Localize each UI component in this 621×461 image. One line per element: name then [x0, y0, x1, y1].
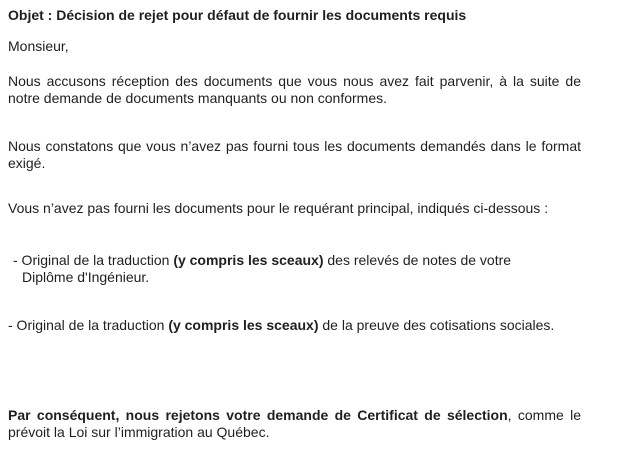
- paragraph-constat: [8, 138, 581, 172]
- paragraph-line: Nous constatons que vous n’avez pas fourni tous les documents demandés dans le format: [8, 138, 581, 154]
- list-item-traduction-cotisations: [8, 317, 581, 334]
- paragraph-line: exigé.: [8, 155, 46, 171]
- subject-line: Objet : Décision de rejet pour défaut de fournir les documents requis: [8, 7, 467, 23]
- list-item-bold-text: (y compris les sceaux): [173, 252, 324, 268]
- paragraph-line: notre demande de documents manquants ou non conformes.: [8, 90, 388, 106]
- paragraph-line: prévoit la Loi sur l’immigration au Québec.: [8, 424, 270, 440]
- closing-bold-text: Par conséquent, nous rejetons votre demande de Certificat de sélection: [8, 407, 508, 423]
- list-item-bold-text: (y compris les sceaux): [168, 317, 319, 333]
- paragraph-accuse-reception: [8, 73, 581, 107]
- paragraph-decision-rejet: [8, 407, 581, 441]
- list-item-line: Diplôme d'Ingénieur.: [22, 269, 150, 285]
- closing-regular-text: , comme le: [507, 407, 581, 423]
- list-item-text: des relevés de notes de votre: [323, 252, 512, 268]
- list-item-text: de la preuve des cotisations sociales.: [318, 317, 555, 333]
- list-item-text: - Original de la traduction: [8, 317, 169, 333]
- paragraph-intro-liste: Vous n’avez pas fourni les documents pour le requérant principal, indiqués ci-dessous :: [8, 200, 549, 216]
- list-item-line: [13, 252, 581, 269]
- list-item-traduction-releves: [13, 252, 581, 286]
- salutation: Monsieur,: [8, 38, 69, 54]
- list-item-text: - Original de la traduction: [13, 252, 174, 268]
- paragraph-line: [8, 407, 581, 424]
- paragraph-line: Nous accusons réception des documents que vous nous avez fait parvenir, à la suite de: [8, 73, 581, 89]
